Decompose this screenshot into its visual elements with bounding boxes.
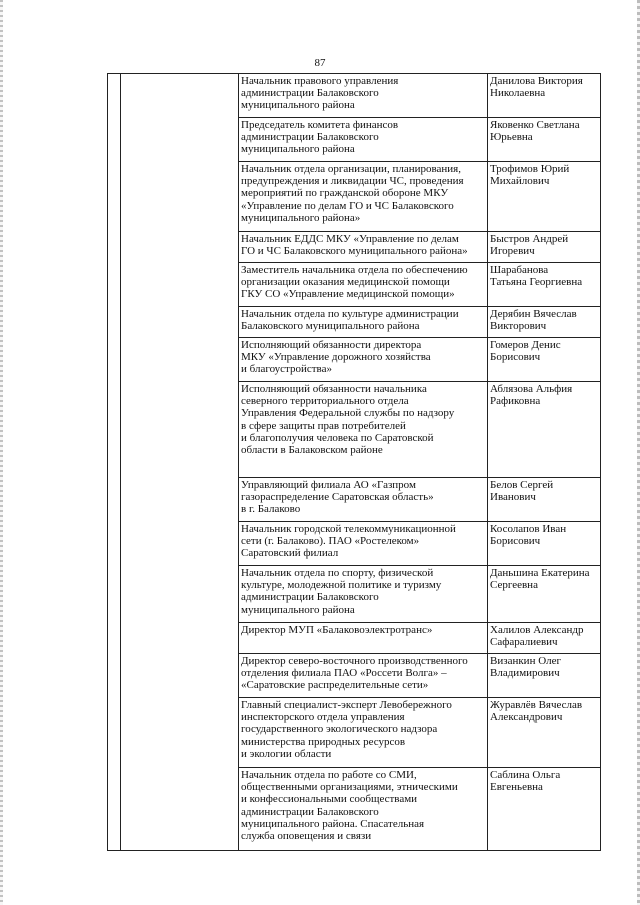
position-cell: Начальник городской телекоммуникационной сети (г. Балаково). ПАО «Ростелеком» Саратовский филиал [239, 522, 488, 566]
person-name-cell: Быстров Андрей Игоревич [488, 232, 601, 263]
position-cell: Исполняющий обязанности директора МКУ «Управление дорожного хозяйства и благоустройства» [239, 338, 488, 382]
position-cell: Управляющий филиала АО «Газпром газораспределение Саратовская область» в г. Балаково [239, 478, 488, 522]
person-name-cell: Гомеров Денис Борисович [488, 338, 601, 382]
position-cell: Начальник отдела по культуре администрации Балаковского муниципального района [239, 307, 488, 338]
person-name-cell: Косолапов Иван Борисович [488, 522, 601, 566]
position-cell: Заместитель начальника отдела по обеспечению организации оказания медицинской помощи ГКУ СО «Управление медицинской помощи» [239, 263, 488, 307]
person-name-cell: Журавлёв Вячеслав Александрович [488, 698, 601, 768]
person-name-cell: Шарабанова Татьяна Георгиевна [488, 263, 601, 307]
position-cell: Начальник отдела по работе со СМИ, общественными организациями, этническими и конфессиональными сообществами администрации Балаковского муниципального района. Спасательная служба оповещения и связи [239, 768, 488, 851]
staff-table [107, 73, 601, 851]
position-cell: Начальник отдела организации, планирования, предупреждения и ликвидации ЧС, проведения мероприятий по гражданской обороне МКУ «Управление по делам ГО и ЧС Балаковского муниципального района» [239, 162, 488, 232]
person-name-cell: Халилов Александр Сафаралиевич [488, 623, 601, 654]
person-name-cell: Визанкин Олег Владимирович [488, 654, 601, 698]
table-row [108, 74, 601, 118]
position-cell: Начальник отдела по спорту, физической культуре, молодежной политике и туризму администрации Балаковского муниципального района [239, 566, 488, 623]
position-cell: Начальник правового управления администрации Балаковского муниципального района [239, 74, 488, 118]
person-name-cell: Дерябин Вячеслав Викторович [488, 307, 601, 338]
position-cell: Председатель комитета финансов администрации Балаковского муниципального района [239, 118, 488, 162]
person-name-cell: Трофимов Юрий Михайлович [488, 162, 601, 232]
position-cell: Директор МУП «Балаковоэлектротранс» [239, 623, 488, 654]
position-cell: Директор северо-восточного производственного отделения филиала ПАО «Россети Волга» – «Саратовские распределительные сети» [239, 654, 488, 698]
scan-edge-left [0, 0, 3, 905]
category-column-cell [121, 74, 239, 851]
person-name-cell: Аблязова Альфия Рафиковна [488, 382, 601, 478]
person-name-cell: Даньшина Екатерина Сергеевна [488, 566, 601, 623]
person-name-cell: Яковенко Светлана Юрьевна [488, 118, 601, 162]
person-name-cell: Белов Сергей Иванович [488, 478, 601, 522]
position-cell: Начальник ЕДДС МКУ «Управление по делам ГО и ЧС Балаковского муниципального района» [239, 232, 488, 263]
position-cell: Главный специалист-эксперт Левобережного инспекторского отдела управления государственного экологического надзора министерства природных ресурсов и экологии области [239, 698, 488, 768]
person-name-cell: Саблина Ольга Евгеньевна [488, 768, 601, 851]
person-name-cell: Данилова Виктория Николаевна [488, 74, 601, 118]
page-number: 87 [314, 57, 326, 69]
position-cell: Исполняющий обязанности начальника северного территориального отдела Управления Федеральной службы по надзору в сфере защиты прав потребителей и благополучия человека по Саратовской области в Балаковском районе [239, 382, 488, 478]
staff-table-body [108, 74, 601, 851]
number-column-cell [108, 74, 121, 851]
